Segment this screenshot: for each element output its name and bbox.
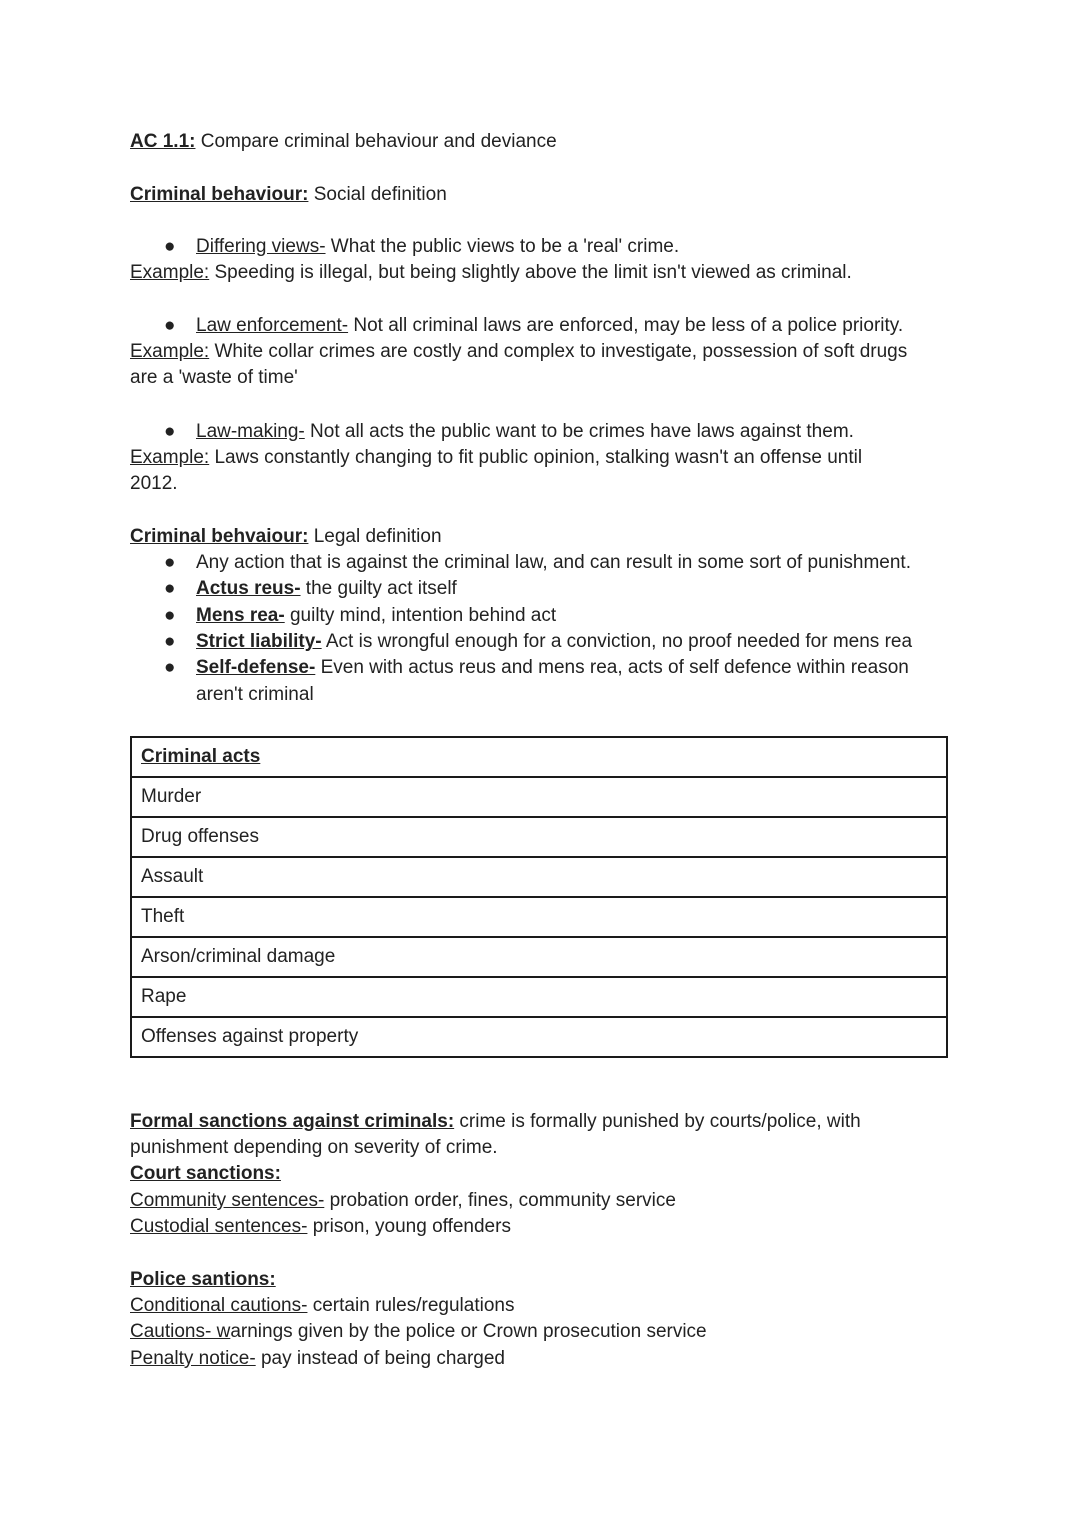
social-item-law-making: Law-making- Not all acts the public want to be crimes have laws against them. [196, 421, 854, 442]
table-row [131, 817, 947, 857]
police-sanctions-heading: Police santions: [130, 1269, 276, 1290]
example-law-enforcement: Example: White collar crimes are costly and complex to investigate, possession of soft drugs [130, 341, 908, 362]
bullet-icon: ● [164, 552, 176, 573]
legal-bullet-strict-liability: Strict liability- Act is wrongful enough for a conviction, no proof needed for mens rea [196, 631, 913, 652]
bullet-icon: ● [164, 605, 176, 626]
ac-title: Compare criminal behaviour and deviance [195, 131, 557, 152]
bullet-icon: ● [164, 578, 176, 599]
example-differing-views: Example: Speeding is illegal, but being slightly above the limit isn't viewed as criminal. [130, 262, 852, 283]
social-definition-heading: Criminal behaviour: Social definition [130, 184, 447, 205]
formal-sanctions: Formal sanctions against criminals: crime is formally punished by courts/police, with [130, 1111, 861, 1132]
bullet-icon: ● [164, 631, 176, 652]
table-cell: Offenses against property [131, 1017, 947, 1057]
legal-bullet: Any action that is against the criminal law, and can result in some sort of punishment. [196, 552, 911, 573]
bullet-icon: ● [164, 421, 176, 442]
table-cell: Assault [131, 857, 947, 897]
table-row [131, 937, 947, 977]
police-item-penalty: Penalty notice- pay instead of being charged [130, 1348, 505, 1369]
legal-bullet-self-defense: Self-defense- Even with actus reus and mens rea, acts of self defence within reason [196, 657, 909, 678]
formal-sanctions-cont: punishment depending on severity of crime. [130, 1137, 498, 1158]
legal-bullet-self-defense-cont: aren't criminal [196, 684, 314, 705]
ac-heading [130, 129, 557, 155]
bullet-icon: ● [164, 236, 176, 257]
criminal-acts-table [130, 736, 948, 1058]
social-item-law-enforcement: Law enforcement- Not all criminal laws are enforced, may be less of a police priority. [196, 315, 904, 336]
example-law-making: Example: Laws constantly changing to fit public opinion, stalking wasn't an offense until [130, 447, 863, 468]
bullet-icon: ● [164, 315, 176, 336]
court-item-custodial: Custodial sentences- prison, young offenders [130, 1216, 511, 1237]
table-cell: Drug offenses [131, 817, 947, 857]
table-row [131, 857, 947, 897]
table-cell: Murder [131, 777, 947, 817]
table-row [131, 777, 947, 817]
police-item-conditional: Conditional cautions- certain rules/regulations [130, 1295, 515, 1316]
table-header-row [131, 737, 947, 777]
police-item-cautions: Cautions- warnings given by the police or Crown prosecution service [130, 1321, 707, 1342]
legal-definition-heading: Criminal behvaiour: Legal definition [130, 526, 442, 547]
table-cell: Rape [131, 977, 947, 1017]
table-row [131, 977, 947, 1017]
table-cell: Arson/criminal damage [131, 937, 947, 977]
table-header: Criminal acts [131, 737, 947, 777]
legal-bullet-actus-reus: Actus reus- the guilty act itself [196, 578, 457, 599]
table-cell: Theft [131, 897, 947, 937]
court-item-community: Community sentences- probation order, fines, community service [130, 1190, 676, 1211]
social-item-differing-views: Differing views- What the public views to be a 'real' crime. [196, 236, 680, 257]
table-row [131, 1017, 947, 1057]
bullet-icon: ● [164, 657, 176, 678]
example-law-enforcement-cont: are a 'waste of time' [130, 367, 298, 388]
ac-label: AC 1.1: [130, 131, 196, 152]
table-row [131, 897, 947, 937]
example-law-making-cont: 2012. [130, 473, 178, 494]
legal-bullet-mens-rea: Mens rea- guilty mind, intention behind act [196, 605, 557, 626]
court-sanctions-heading: Court sanctions: [130, 1163, 281, 1184]
